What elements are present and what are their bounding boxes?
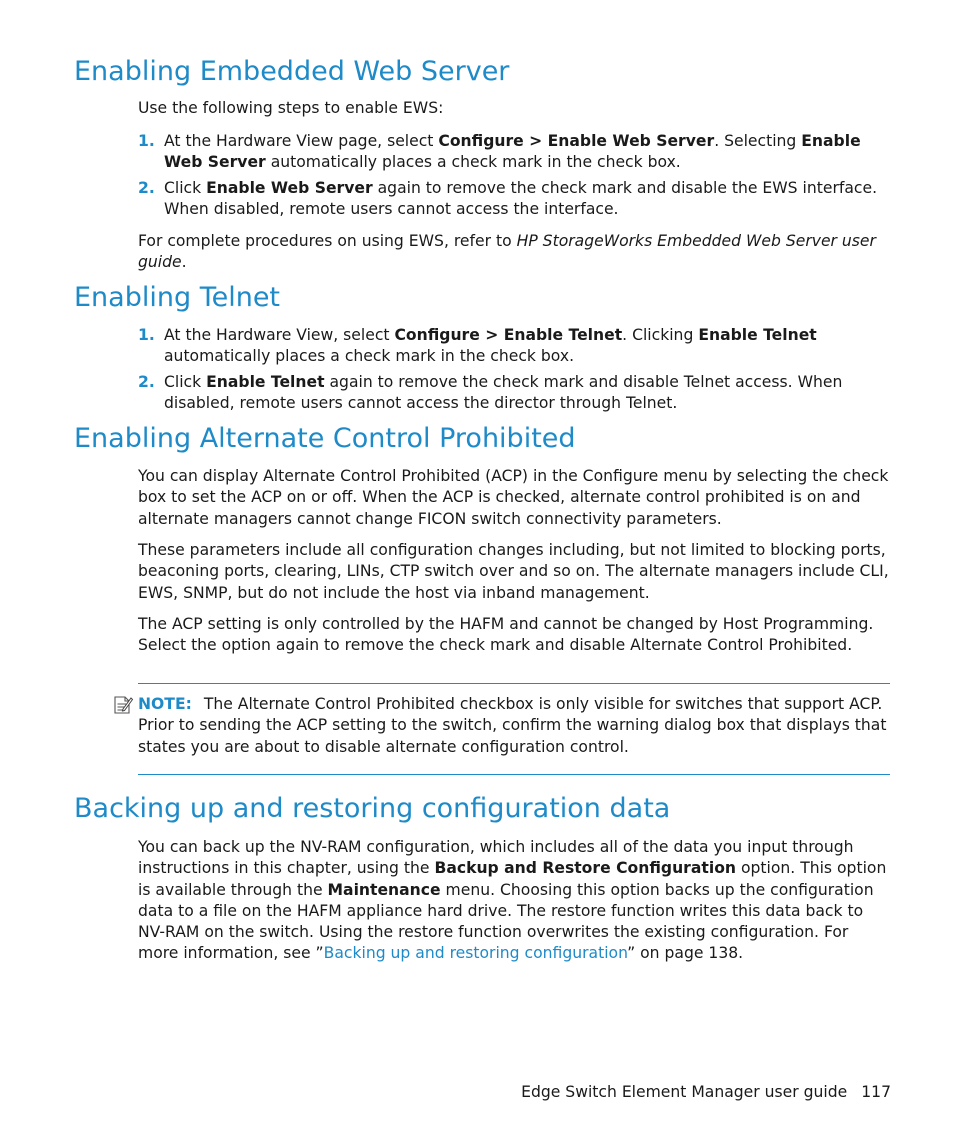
backup-restore-link[interactable]: Backing up and restoring configuration — [323, 944, 628, 963]
step-text: Click Enable Telnet again to remove the check mark and disable Telnet access. When disabled, remote users cannot access the director through Telnet. — [164, 373, 843, 413]
note-text: NOTE: The Alternate Control Prohibited checkbox is only visible for switches that support ACP. Prior to sending the ACP setting to the switch, confirm the warning dialog box that displays that states you are about to disable alternate configuration control. — [138, 695, 887, 756]
acp-paragraph-1: You can display Alternate Control Prohibited (ACP) in the Configure menu by selecting the check box to set the ACP on or off. When the ACP is checked, alternate control prohibited is on and alternate managers cannot change FICON switch connectivity parameters. — [138, 467, 889, 528]
ews-reference: For complete procedures on using EWS, refer to HP StorageWorks Embedded Web Server user guide. — [138, 232, 876, 272]
backup-paragraph: You can back up the NV-RAM configuration, which includes all of the data you input through instructions in this chapter, using the Backup and Restore Configuration option. This option is available through the Maintenance menu. Choosing this option backs up the configuration data to a file on the HAFM appliance hard drive. The restore function writes this data back to NV-RAM on the switch. Using the restore function overwrites the existing configuration. For more information, see ”Backing up and restoring configuration” on page 138. — [138, 838, 887, 963]
step-number: 2. — [138, 179, 155, 197]
ews-intro: Use the following steps to enable EWS: — [138, 99, 444, 117]
heading-enabling-telnet: Enabling Telnet — [74, 282, 281, 313]
heading-enabling-acp: Enabling Alternate Control Prohibited — [74, 423, 576, 454]
page-number: 117 — [861, 1083, 891, 1101]
page-footer — [521, 1082, 891, 1103]
ews-step-1 — [138, 131, 890, 174]
heading-enabling-ews: Enabling Embedded Web Server — [74, 56, 510, 87]
note-top-rule — [138, 683, 890, 684]
step-text: At the Hardware View page, select Configure > Enable Web Server. Selecting Enable Web Server automatically places a check mark in the check box. — [164, 132, 861, 172]
heading-backup-restore: Backing up and restoring configuration data — [74, 793, 671, 824]
step-number: 1. — [138, 326, 155, 344]
telnet-step-2 — [138, 372, 890, 415]
step-text: At the Hardware View, select Configure > Enable Telnet. Clicking Enable Telnet automatically places a check mark in the check box. — [164, 326, 817, 366]
acp-paragraph-3: The ACP setting is only controlled by the HAFM and cannot be changed by Host Programming. Select the option again to remove the check mark and disable Alternate Control Prohibited. — [138, 615, 874, 655]
note-bottom-rule — [138, 774, 890, 775]
telnet-step-1 — [138, 325, 890, 368]
footer-title: Edge Switch Element Manager user guide — [521, 1083, 848, 1101]
step-number: 2. — [138, 373, 155, 391]
ews-step-2 — [138, 178, 890, 221]
step-text: Click Enable Web Server again to remove the check mark and disable the EWS interface. When disabled, remote users cannot access the interface. — [164, 179, 878, 219]
step-number: 1. — [138, 132, 155, 150]
note-icon — [113, 695, 133, 715]
note-label: NOTE: — [138, 695, 192, 713]
acp-paragraph-2: These parameters include all configuration changes including, but not limited to blocking ports, beaconing ports, clearing, LINs, CTP switch over and so on. The alternate managers include CLI, EWS, SNMP, but do not include the host via inband management. — [138, 541, 889, 602]
